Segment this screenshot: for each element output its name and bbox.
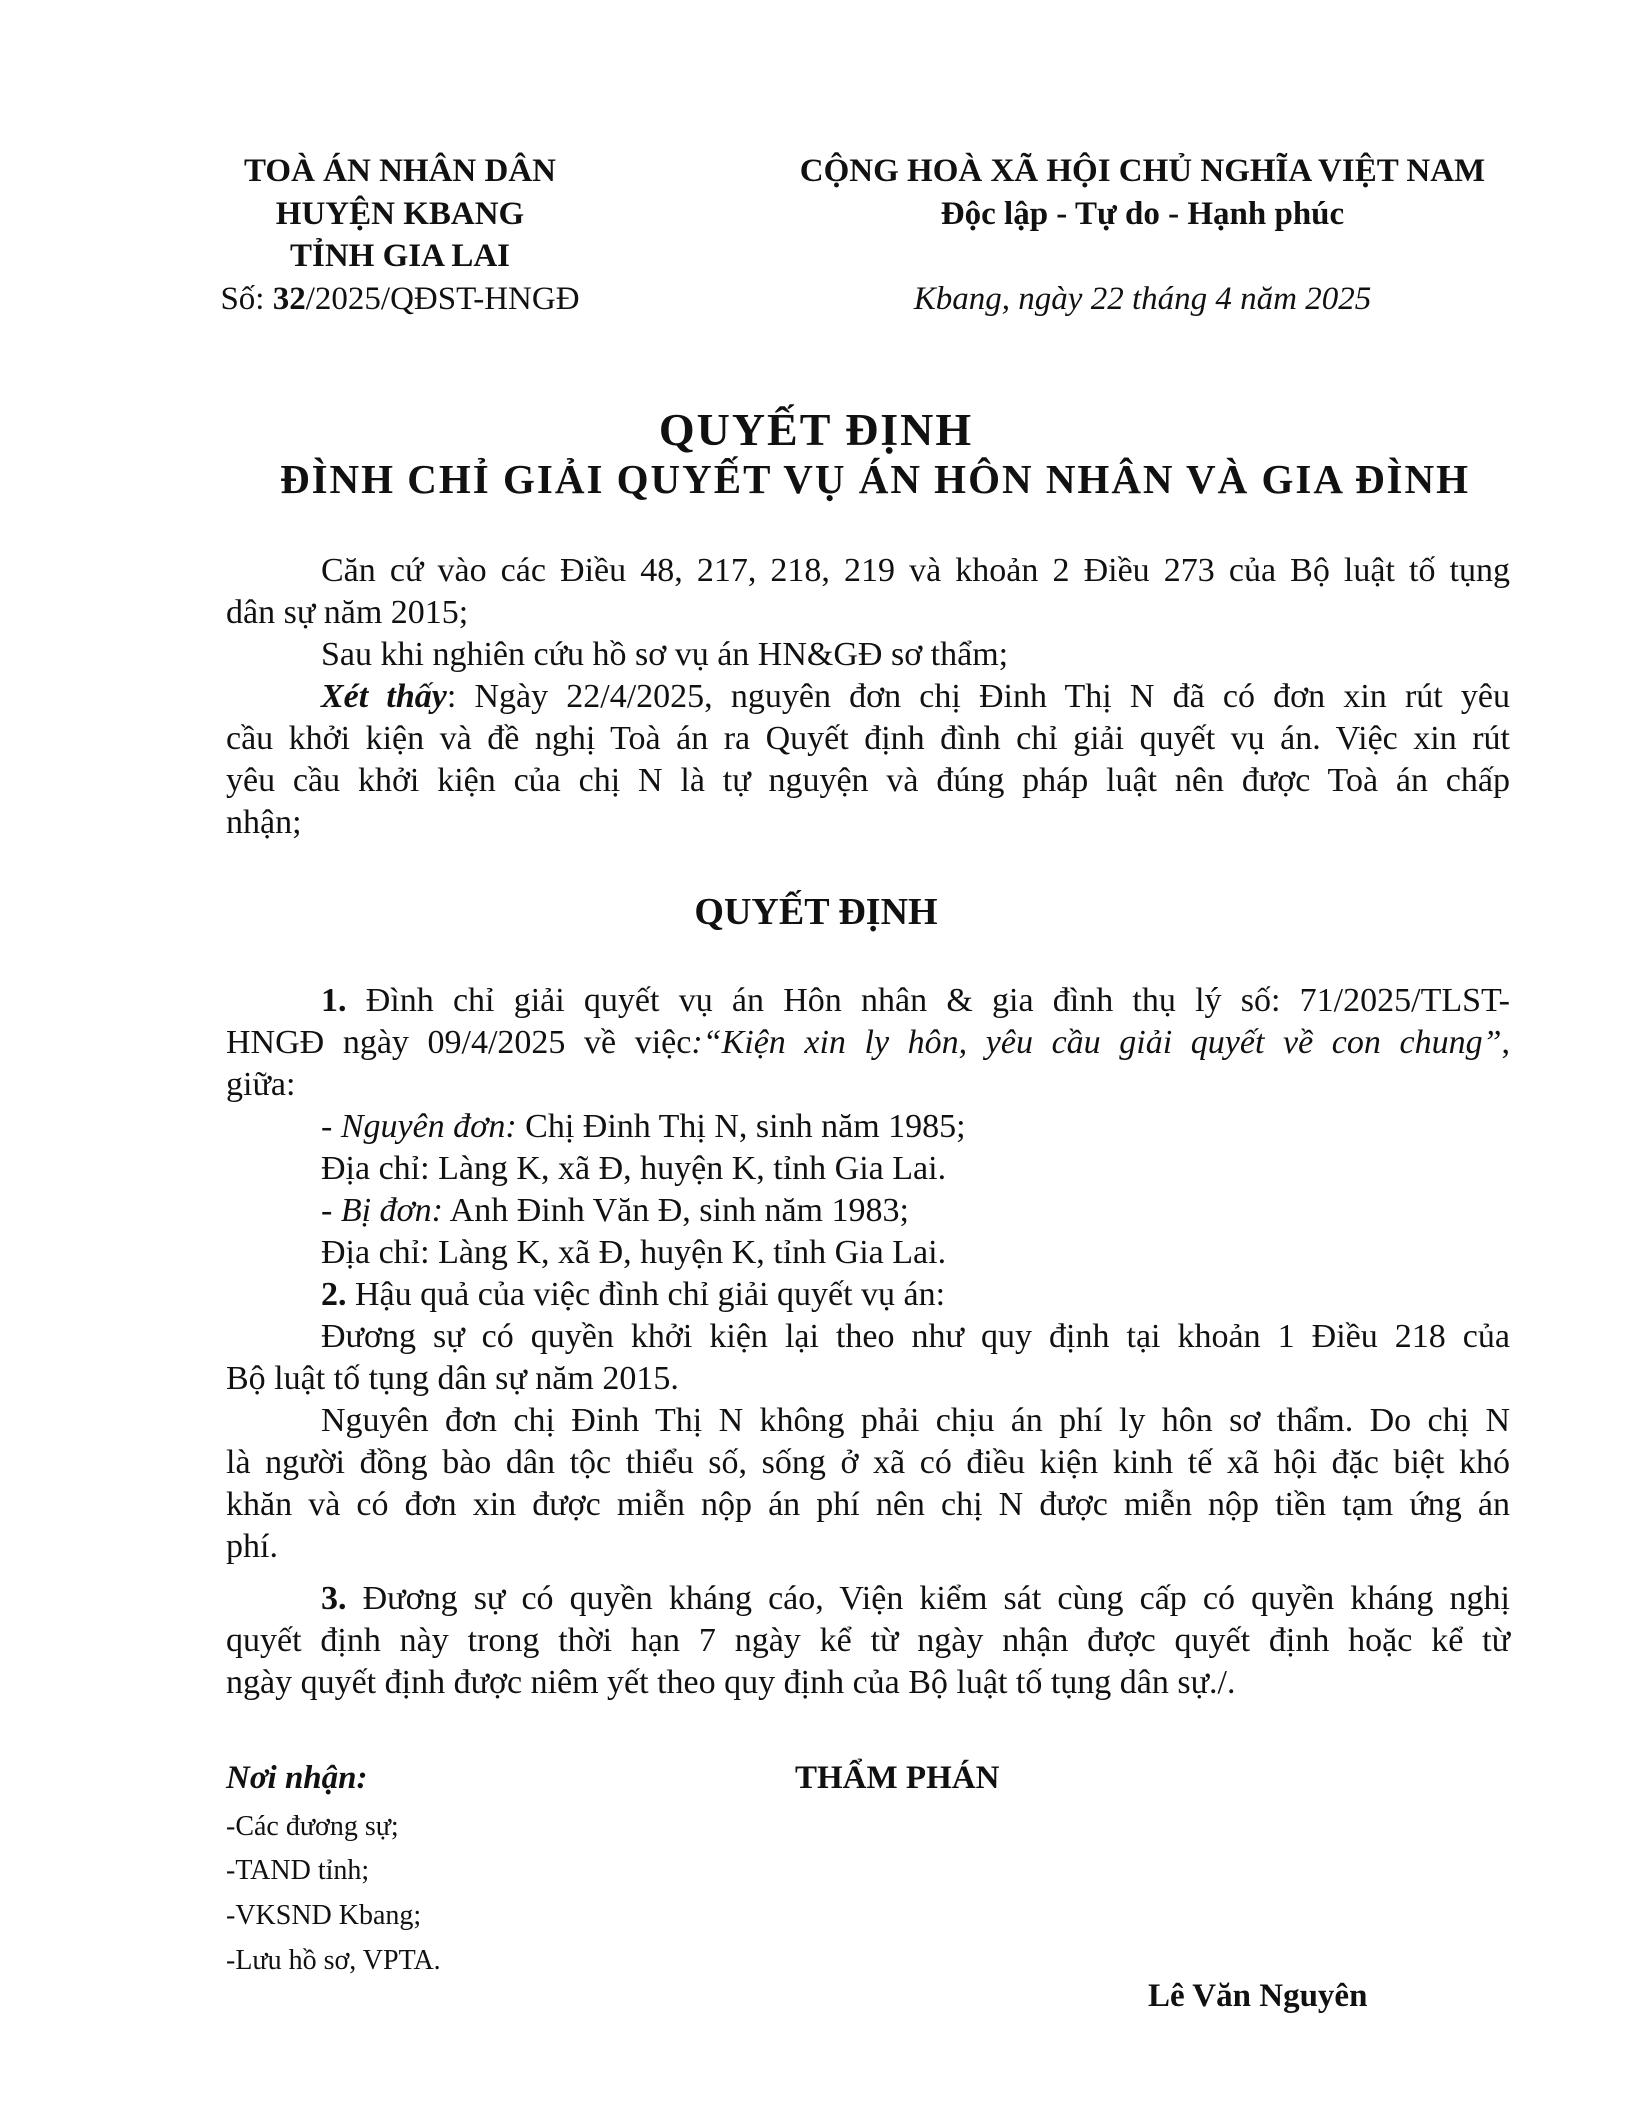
item3-text: Đương sự có quyền kháng cáo, Viện kiểm sát cùng cấp có quyền kháng nghị [346,1580,1510,1617]
signer-title: THẨM PHÁN [795,1760,1000,1796]
finding-label: Xét thấy [321,678,447,715]
item1-comma: , [1501,1024,1510,1061]
preamble-legal-basis-line1: Căn cứ vào các Điều 48, 217, 218, 219 và khoản 2 Điều 273 của Bộ luật tố tụng [321,552,1510,589]
item2-number: 2. [321,1276,347,1313]
item2-text: Hậu quả của việc đình chỉ giải quyết vụ án: [346,1276,946,1313]
item3-line1 [226,1578,1510,1620]
item2-p1-line1: Đương sự có quyền khởi kiện lại theo như quy định tại khoản 1 Điều 218 của [321,1318,1510,1355]
decision-heading: QUYẾT ĐỊNH [694,891,938,933]
document-date: Kbang, ngày 22 tháng 4 năm 2025 [913,281,1372,317]
item2-p2-line2: là người đồng bào dân tộc thiểu số, sống ở xã có điều kiện kinh tế xã hội đặc biệt khó [226,1444,1510,1481]
item3-line3: ngày quyết định được niêm yết theo quy định của Bộ luật tố tụng dân sự./. [226,1664,1236,1701]
plaintiff-label: - Nguyên đơn: [321,1108,517,1145]
item1-line2 [226,1022,1510,1064]
defendant-text: Anh Đinh Văn Đ, sinh năm 1983; [443,1192,909,1229]
court-name: TOÀ ÁN NHÂN DÂN [244,153,556,189]
decision-number-suffix: /2025/QĐST-HNGĐ [305,281,580,317]
item1-case-subject: :“Kiện xin ly hôn, yêu cầu giải quyết về con chung” [691,1024,1502,1061]
document-subtitle: ĐÌNH CHỈ GIẢI QUYẾT VỤ ÁN HÔN NHÂN VÀ GIA ĐÌNH [279,456,1471,502]
defendant-address: Địa chỉ: Làng K, xã Đ, huyện K, tỉnh Gia Lai. [321,1234,947,1271]
preamble-finding-line1 [226,676,1510,718]
recipient-item: -Các đương sự; [226,1811,399,1842]
signer-name: Lê Văn Nguyên [1148,1978,1368,2014]
defendant-line [226,1190,1510,1232]
decision-number-prefix: Số: [220,281,273,317]
court-district: HUYỆN KBANG [275,196,525,232]
decision-number [200,278,600,320]
preamble [226,550,1510,844]
plaintiff-line [226,1106,1510,1148]
defendant-label: - Bị đơn: [321,1192,444,1229]
national-motto: Độc lập - Tự do - Hạnh phúc [940,196,1345,232]
preamble-finding-line2: cầu khởi kiện và đề nghị Toà án ra Quyết định đình chỉ giải quyết vụ án. Việc xin rút [226,720,1510,757]
item2-line [226,1274,1510,1316]
plaintiff-address: Địa chỉ: Làng K, xã Đ, huyện K, tỉnh Gia Lai. [321,1150,947,1187]
item2-p2-line1: Nguyên đơn chị Đinh Thị N không phải chịu án phí ly hôn sơ thẩm. Do chị N [321,1402,1510,1439]
recipient-item: -Lưu hồ sơ, VPTA. [226,1945,441,1976]
item3-number: 3. [321,1580,347,1617]
plaintiff-text: Chị Đinh Thị N, sinh năm 1985; [516,1108,966,1145]
decision-body [226,980,1510,1704]
court-province: TỈNH GIA LAI [289,238,511,274]
recipient-item: -TAND tỉnh; [226,1855,370,1886]
item2-p2-line4: phí. [226,1528,278,1565]
item1-text: Đình chỉ giải quyết vụ án Hôn nhân & gia đình thụ lý số: 71/2025/TLST- [346,982,1510,1019]
item1-number: 1. [321,982,347,1019]
document-title: QUYẾT ĐỊNH [658,404,974,455]
preamble-review: Sau khi nghiên cứu hồ sơ vụ án HN&GĐ sơ thẩm; [321,636,1009,673]
item1-line1 [226,980,1510,1022]
recipients-heading: Nơi nhận: [226,1760,368,1796]
national-title: CỘNG HOÀ XÃ HỘI CHỦ NGHĨA VIỆT NAM [799,153,1486,189]
preamble-finding-line4: nhận; [226,804,302,841]
item1-line3: giữa: [226,1066,296,1103]
item3-line2: quyết định này trong thời hạn 7 ngày kể từ ngày nhận được quyết định hoặc kể từ [226,1622,1510,1659]
decision-number-value: 32 [272,281,306,317]
item2-p2-line3: khăn và có đơn xin được miễn nộp án phí nên chị N được miễn nộp tiền tạm ứng án [226,1486,1510,1523]
preamble-legal-basis-line2: dân sự năm 2015; [226,594,469,631]
recipient-item: -VKSND Kbang; [226,1900,422,1931]
finding-text: : Ngày 22/4/2025, nguyên đơn chị Đinh Thị N đã có đơn xin rút yêu [446,678,1510,715]
preamble-finding-line3: yêu cầu khởi kiện của chị N là tự nguyện và đúng pháp luật nên được Toà án chấp [226,762,1510,799]
item2-p1-line2: Bộ luật tố tụng dân sự năm 2015. [226,1360,679,1397]
item1-case-ref: HNGĐ ngày 09/4/2025 về việc [226,1024,692,1061]
